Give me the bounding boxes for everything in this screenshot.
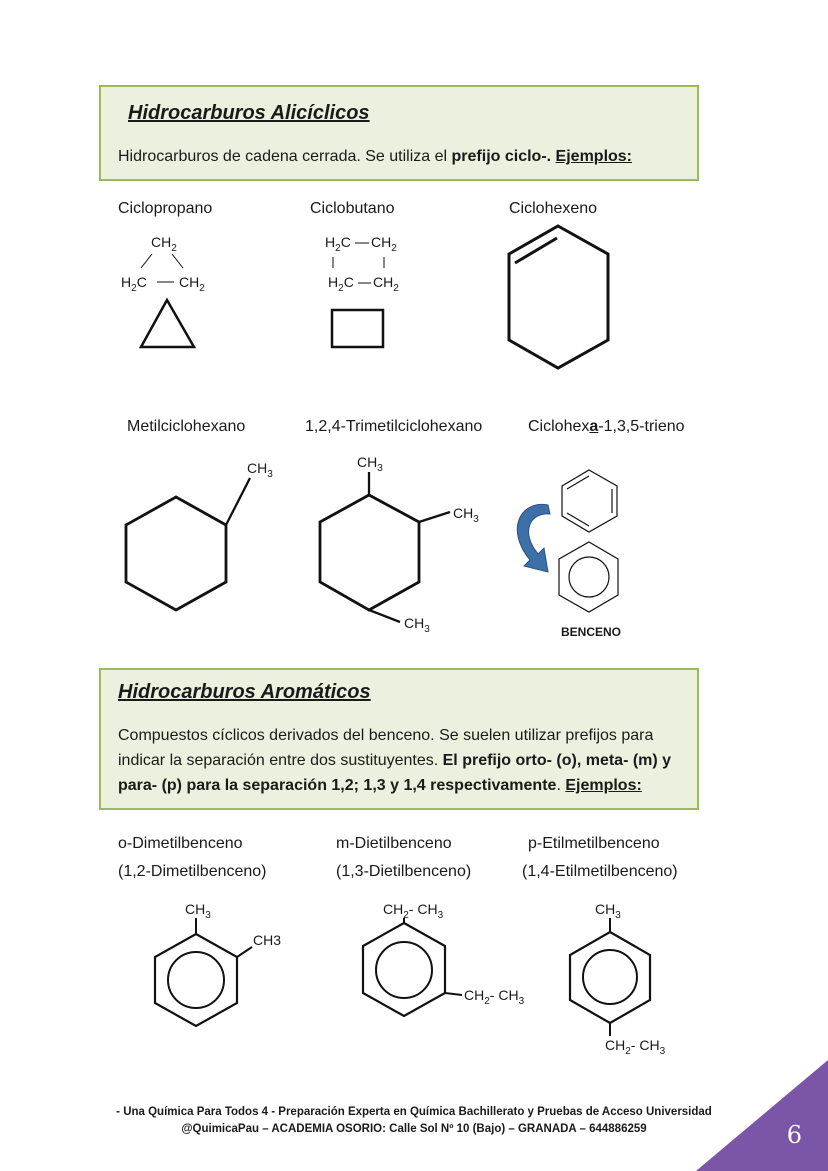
o-ch3-right: CH3 — [253, 932, 282, 948]
page-corner-decoration — [696, 1060, 828, 1171]
ciclopropano-ch2-top: $CH_2$ — [151, 234, 177, 254]
footer-line-2: @QuimicaPau – ACADEMIA OSORIO: Calle Sol Nº 10 (Bajo) – GRANADA – 644886259 — [181, 1123, 647, 1135]
label-ciclobutano: Ciclobutano — [310, 200, 395, 217]
ciclobutano-h2c-bottom: $H_2C$ — [328, 274, 354, 294]
label-o-dimetilbenceno-alt: (1,2-Dimetilbenceno) — [118, 863, 267, 880]
p-ch3-top: $CH_3$ — [595, 901, 621, 921]
benceno-label: BENCENO — [561, 625, 622, 639]
trimetil-ch3-bottom: $CH_3$ — [404, 615, 430, 635]
examples-label: Ejemplos: — [555, 148, 633, 165]
alicyclic-text: Hidrocarburos de cadena cerrada. Se utiliza el — [118, 148, 452, 165]
p-ch2ch3-bottom: $CH_2-$ $CH_3$ — [605, 1037, 666, 1057]
m-ch2ch3-right: $CH_2-$ $CH_3$ — [464, 987, 525, 1007]
prefix-ciclo: prefijo ciclo-. — [451, 148, 552, 165]
label-m-dietilbenceno: m-Dietilbenceno — [336, 835, 452, 852]
m-ch2ch3-top: $CH_2-$ $CH_3$ — [383, 901, 444, 921]
label-ciclohexatrieno: Ciclohexa-1,3,5-trieno — [528, 418, 685, 435]
label-ciclopropano: Ciclopropano — [118, 200, 213, 217]
trimetil-ch3-top: $CH_3$ — [357, 454, 383, 474]
aromatic-line-3: para- (p) para la separación 1,2; 1,3 y 1,4 respectivamente. Ejemplos: — [118, 777, 642, 794]
label-trimetilciclohexano: 1,2,4-Trimetilciclohexano — [305, 418, 483, 435]
label-p-etilmetilbenceno-alt: (1,4-Etilmetilbenceno) — [522, 863, 678, 880]
ciclobutano-h2c-top: $H_2C$ — [325, 234, 351, 254]
trimetil-ch3-right: $CH_3$ — [453, 505, 479, 525]
ciclopropano-ch2-right: $CH_2$ — [179, 274, 205, 294]
ciclobutano-ch2-top: $CH_2$ — [371, 234, 397, 254]
label-m-dietilbenceno-alt: (1,3-Dietilbenceno) — [336, 863, 472, 880]
label-p-etilmetilbenceno: p-Etilmetilbenceno — [528, 835, 660, 852]
aromatic-line-2: indicar la separación entre dos sustituyentes. El prefijo orto- (o), meta- (m) y — [118, 752, 672, 769]
aromatic-line-1: Compuestos cíclicos derivados del benceno. Se suelen utilizar prefijos para — [118, 727, 654, 744]
metil-ch3-label: $CH_3$ — [247, 460, 273, 480]
ciclopropano-h2c: $H_2C$ — [121, 274, 147, 294]
ciclobutano-ch2-bottom: $CH_2$ — [373, 274, 399, 294]
footer-line-1: - Una Química Para Todos 4 - Preparación Experta en Química Bachillerato y Pruebas de Acceso Universidad — [116, 1106, 712, 1118]
label-ciclohexeno: Ciclohexeno — [509, 200, 598, 217]
label-o-dimetilbenceno: o-Dimetilbenceno — [118, 835, 243, 852]
label-metilciclohexano: Metilciclohexano — [127, 418, 246, 435]
page-number: 6 — [786, 1121, 802, 1149]
aromatic-title: Hidrocarburos Aromáticos — [118, 681, 371, 703]
alicyclic-title: Hidrocarburos Alicíclicos — [128, 102, 370, 124]
o-ch3-top: $CH_3$ — [185, 901, 211, 921]
